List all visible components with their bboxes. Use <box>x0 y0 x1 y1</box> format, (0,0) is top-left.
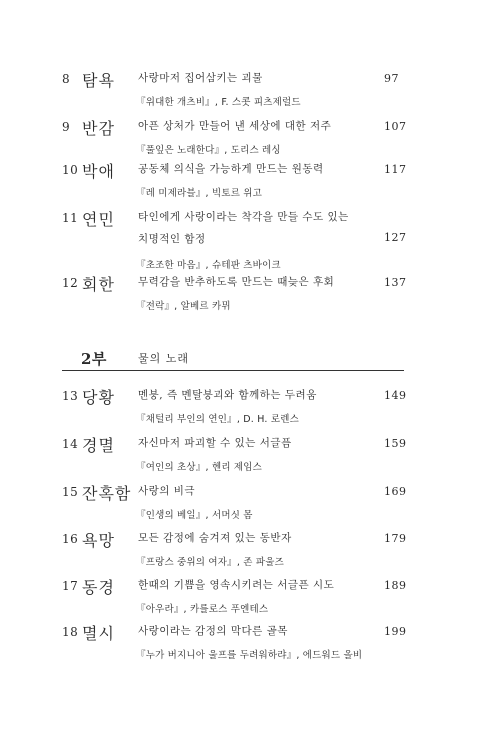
chapter-title: 자신마저 파괴할 수 있는 서글픔 <box>138 437 292 449</box>
chapter-number: 14 <box>62 437 79 451</box>
chapter-source: 『여인의 초상』, 헨리 제임스 <box>136 462 263 473</box>
part-label: 2부 <box>81 350 107 368</box>
chapter-number: 10 <box>62 163 79 177</box>
part-divider <box>62 370 404 371</box>
chapter-keyword: 경멸 <box>82 436 115 455</box>
chapter-title: 공동체 의식을 가능하게 만드는 원동력 <box>138 163 324 175</box>
chapter-number: 13 <box>62 389 79 403</box>
chapter-keyword: 당황 <box>82 388 115 407</box>
chapter-number: 12 <box>62 276 79 290</box>
chapter-keyword: 회한 <box>82 275 115 294</box>
chapter-source: 『풀잎은 노래한다』, 도리스 레싱 <box>136 145 281 156</box>
chapter-keyword: 욕망 <box>82 531 115 550</box>
chapter-title: 사랑마저 집어삼키는 괴물 <box>138 72 263 84</box>
page-number: 97 <box>384 72 399 85</box>
page-number: 127 <box>384 231 407 244</box>
chapter-title: 타인에게 사랑이라는 착각을 만들 수도 있는 <box>138 211 349 223</box>
page-number: 199 <box>384 625 407 638</box>
chapter-keyword: 탐욕 <box>82 71 115 90</box>
chapter-title: 무력감을 반추하도록 만드는 때늦은 후회 <box>138 276 335 288</box>
chapter-number: 16 <box>62 532 79 546</box>
chapter-keyword: 연민 <box>82 210 115 229</box>
page-number: 137 <box>384 276 407 289</box>
chapter-number: 11 <box>62 211 79 225</box>
page-number: 117 <box>384 163 407 176</box>
chapter-number: 17 <box>62 579 79 593</box>
chapter-title-line2: 치명적인 함정 <box>138 233 206 245</box>
chapter-keyword: 잔혹함 <box>82 484 132 503</box>
page-number: 149 <box>384 389 407 402</box>
chapter-title: 사랑이라는 감정의 막다른 골목 <box>138 625 288 637</box>
toc-entry[interactable] <box>0 625 500 681</box>
chapter-keyword: 동경 <box>82 578 115 597</box>
chapter-keyword: 반감 <box>82 119 115 138</box>
chapter-number: 18 <box>62 625 79 639</box>
chapter-number: 8 <box>62 72 71 86</box>
chapter-source: 『레 미제라블』, 빅토르 위고 <box>136 188 263 199</box>
chapter-title: 한때의 기쁨을 영속시키려는 서글픈 시도 <box>138 579 335 591</box>
chapter-title: 멘붕, 즉 멘탈붕괴와 함께하는 두려움 <box>138 389 317 401</box>
chapter-title: 사랑의 비극 <box>138 485 196 497</box>
toc-entry[interactable] <box>0 276 500 332</box>
chapter-source: 『전락』, 알베르 카뮈 <box>136 301 231 312</box>
chapter-keyword: 멸시 <box>82 624 115 643</box>
part-title: 물의 노래 <box>138 352 190 365</box>
chapter-title: 모든 감정에 숨겨져 있는 동반자 <box>138 532 292 544</box>
chapter-title: 아픈 상처가 만들어 낸 세상에 대한 저주 <box>138 120 332 132</box>
page-number: 189 <box>384 579 407 592</box>
chapter-source: 『누가 버지니아 울프를 두려워하랴』, 에드워드 올비 <box>136 650 363 661</box>
chapter-source: 『아우라』, 카를로스 푸엔테스 <box>136 604 269 615</box>
page-number: 179 <box>384 532 407 545</box>
chapter-source: 『인생의 베일』, 서머싯 몸 <box>136 510 253 521</box>
chapter-keyword: 박애 <box>82 162 115 181</box>
chapter-source: 『프랑스 중위의 여자』, 존 파울즈 <box>136 557 285 568</box>
chapter-number: 9 <box>62 120 71 134</box>
page-number: 107 <box>384 120 407 133</box>
page-number: 169 <box>384 485 407 498</box>
chapter-number: 15 <box>62 485 79 499</box>
chapter-source: 『위대한 개츠비』, F. 스콧 피츠제럴드 <box>136 97 301 108</box>
page-number: 159 <box>384 437 407 450</box>
chapter-source: 『초조한 마음』, 슈테판 츠바이크 <box>136 260 281 271</box>
chapter-source: 『채털리 부인의 연인』, D. H. 로렌스 <box>136 414 299 425</box>
